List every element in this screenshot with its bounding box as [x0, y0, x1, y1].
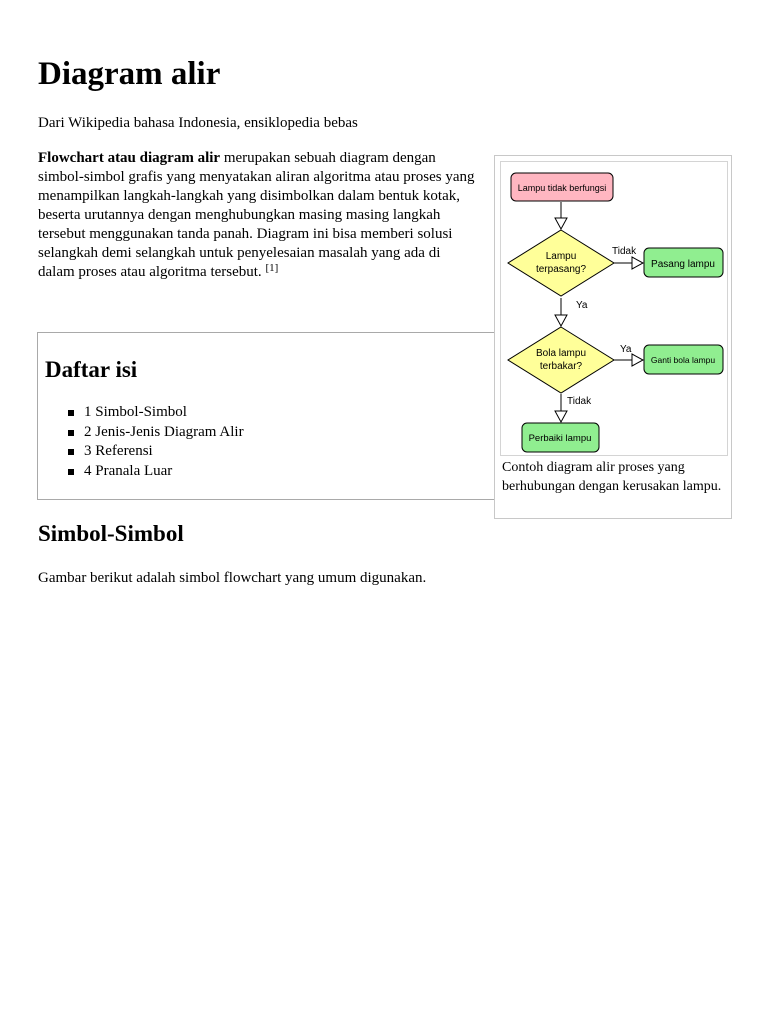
edge-label-yes: Ya — [620, 344, 632, 355]
table-of-contents — [37, 332, 494, 500]
bullet-icon — [68, 469, 74, 475]
arrowhead-icon — [555, 411, 567, 422]
start-node-label: Lampu tidak berfungsi — [517, 183, 607, 193]
toc-item-label[interactable]: 4 Pranala Luar — [84, 462, 173, 479]
decision-label-line2: terpasang? — [535, 264, 587, 275]
edge-label-no: Tidak — [612, 246, 637, 257]
edge-label-yes: Ya — [576, 300, 588, 311]
edge-label-no: Tidak — [567, 396, 592, 407]
decision-node — [508, 327, 614, 393]
bullet-icon — [68, 410, 74, 416]
toc-item-label[interactable]: 1 Simbol-Simbol — [84, 404, 187, 420]
action-node-label: Pasang lampu — [651, 259, 715, 270]
decision-label-line2: terbakar? — [539, 361, 583, 372]
decision-label-line1: Lampu — [545, 251, 577, 262]
section-text: Gambar berikut adalah simbol flowchart yang umum digunakan. — [38, 570, 427, 586]
intro-paragraph — [38, 149, 478, 282]
decision-label-line1: Bola lampu — [535, 348, 587, 359]
reference-link[interactable]: [1] — [265, 262, 279, 274]
page-subtitle: Dari Wikipedia bahasa Indonesia, ensiklopedia bebas — [38, 115, 358, 131]
arrowhead-icon — [632, 354, 643, 366]
action-node-label: Ganti bola lampu — [650, 355, 716, 365]
bullet-icon — [68, 430, 74, 436]
intro-bold-term: Flowchart atau diagram alir — [38, 150, 221, 166]
flowchart-diagram — [501, 162, 729, 457]
section-heading: Simbol-Simbol — [38, 521, 184, 546]
arrowhead-icon — [632, 257, 643, 269]
toc-item[interactable] — [68, 442, 244, 462]
flowchart-figure — [494, 155, 732, 519]
intro-text: merupakan sebuah diagram dengan simbol-simbol grafis yang menyatakan aliran algoritma atau proses yang menampilkan langkah-langkah yang disimbolkan dalam bentuk kotak, beserta urutannya dengan menghubungkan masing masing langkah tersebut menggunakan tanda panah. Diagram ini bisa memberi solusi selangkah demi selangkah untuk penyelesaian masalah yang ada di dalam proses atau algoritma tersebut. — [38, 150, 475, 280]
figure-caption: Contoh diagram alir proses yang berhubungan dengan kerusakan lampu. — [502, 460, 722, 494]
page-title: Diagram alir — [38, 56, 221, 92]
toc-item-label[interactable]: 2 Jenis-Jenis Diagram Alir — [84, 423, 244, 440]
arrowhead-icon — [555, 218, 567, 229]
bullet-icon — [68, 449, 74, 455]
flowchart-image-frame[interactable] — [500, 161, 728, 456]
arrowhead-icon — [555, 315, 567, 326]
toc-heading: Daftar isi — [45, 357, 138, 382]
decision-node — [508, 230, 614, 296]
toc-item-label[interactable]: 3 Referensi — [84, 443, 153, 459]
toc-item[interactable] — [68, 462, 244, 482]
action-node-label: Perbaiki lampu — [528, 433, 592, 444]
toc-item[interactable] — [68, 403, 244, 423]
toc-item[interactable] — [68, 423, 244, 443]
toc-list — [68, 403, 244, 481]
